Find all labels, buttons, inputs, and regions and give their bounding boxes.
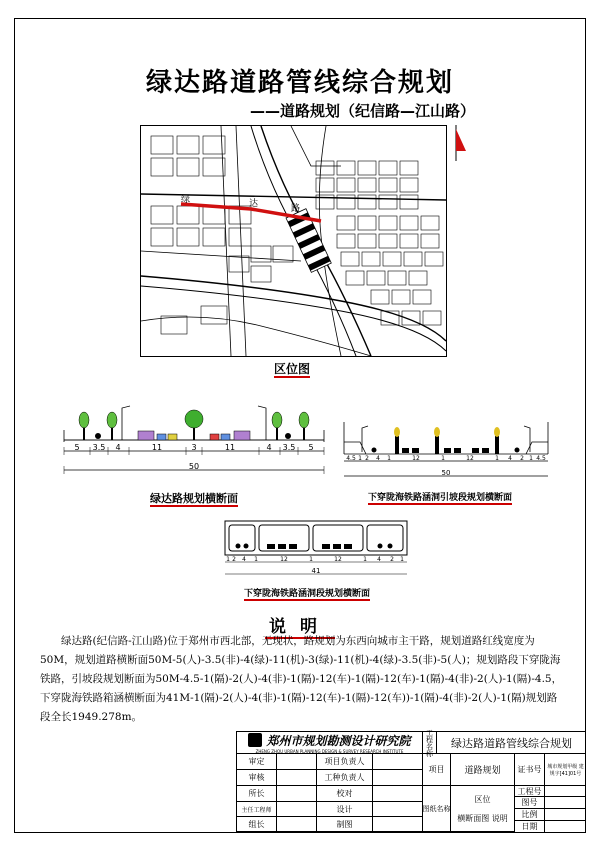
sign-box: [277, 786, 317, 802]
sign-role: 组长: [237, 817, 277, 832]
dim-label: 3: [191, 443, 197, 452]
cert-value: 城市规划甲级 建规字[41]01号: [545, 754, 586, 786]
sign-role: 审核: [237, 770, 277, 786]
dim-label: 4: [376, 455, 380, 462]
drawing-value: [451, 786, 515, 832]
dim-label: 12: [334, 556, 342, 563]
drawing-value-line: 区位: [474, 794, 491, 804]
page-subtitle: ——道路规划（纪信路—江山路）: [250, 102, 476, 120]
explanation-text: 绿达路(纪信路-江山路)位于郑州市西北部，无现状，路规划为东西向城市主干路，规划道路红线宽度为50M，规划道路横断面50M-5(人)-3.5(非)-4(绿)-11(机)-3(绿)-11(机)-4(绿)-3.5(非)-5(人)；规划路段下穿陇海铁路，引坡段规划断面为50M-4.5-1(隔)-2(人)-4(非)-1(隔)-12(车)-1(隔)-12(车)-1(隔)-4(非)-2(人)-1(隔)-4.5，下穿陇海铁路箱涵横断面为41M-1(隔)-2(人)-4(非)-1(隔)-12(车)-1(隔)-12(车))-1(隔)-4(非)-2(人)-1(隔)规划路段全长1949.278m。: [40, 635, 563, 723]
sign-box: [373, 802, 423, 817]
sign-box: [277, 802, 317, 817]
sign-box: [277, 754, 317, 770]
map-caption: 区位图: [274, 362, 311, 376]
dim-label: 1: [309, 556, 313, 563]
dim-label: 5: [74, 443, 80, 452]
dim-label: 12: [412, 455, 420, 462]
sign-box: [373, 770, 423, 786]
right-label: 图号: [515, 797, 545, 809]
dim-label: 4: [266, 443, 272, 452]
dim-label: 1: [441, 455, 445, 462]
dim-label: 5: [308, 443, 314, 452]
north-arrow-icon: [448, 125, 468, 161]
cert-label: 证书号: [515, 754, 545, 786]
sign-role: 制图: [317, 817, 373, 832]
explanation-heading: 说明: [0, 612, 600, 637]
right-label: 工程号: [515, 786, 545, 797]
cross-section-1: [60, 400, 328, 485]
dim-label: 11: [151, 443, 163, 452]
sign-box: [277, 817, 317, 832]
drawing-value-line: 横断面图 说明: [457, 813, 508, 823]
dim-total: 50: [188, 462, 200, 471]
drawing-label: 图纸名称: [423, 786, 451, 832]
dim-label: 1: [529, 455, 533, 462]
map-drawing: [141, 126, 446, 356]
item-label: 项目: [423, 754, 451, 786]
dim-label: 12: [466, 455, 474, 462]
dim-label: 1: [226, 556, 230, 563]
section-3-caption: 下穿陇海铁路涵洞段规划横断面: [244, 589, 371, 599]
road-label-char-1: 绿: [181, 195, 191, 205]
project-name: 绿达路道路管线综合规划: [437, 732, 586, 754]
institute-cell: [237, 732, 423, 754]
dim-total: 41: [311, 567, 321, 575]
right-label: 比例: [515, 809, 545, 821]
dim-label: 11: [224, 443, 236, 452]
sign-role: 审定: [237, 754, 277, 770]
right-label: 日期: [515, 821, 545, 832]
project-label: 工程名称: [423, 732, 437, 754]
sign-box: [277, 770, 317, 786]
section-1-caption: 绿达路规划横断面: [150, 492, 238, 505]
sign-role: 设计: [317, 802, 373, 817]
road-label-char-3: 路: [291, 204, 301, 214]
location-map: [140, 125, 447, 357]
dim-label: 1: [363, 556, 367, 563]
sign-role: 校对: [317, 786, 373, 802]
dim-label: 3.5: [92, 443, 106, 452]
dim-label: 4: [377, 556, 381, 563]
dim-label: 3.5: [282, 443, 296, 452]
dim-label: 4.5: [346, 455, 356, 462]
institute-name-en: ZHENG ZHOU URBAN PLANNING DESIGN & SURVEY RESEARCH INSTITUTE: [255, 748, 404, 754]
road-label-char-2: 达: [249, 199, 259, 209]
dim-label: 4: [508, 455, 512, 462]
right-value: [545, 809, 586, 821]
sign-box: [373, 817, 423, 832]
item-value: 道路规划: [451, 754, 515, 786]
dim-label: 1: [400, 556, 404, 563]
dim-label: 4: [115, 443, 121, 452]
sign-role: 项目负责人: [317, 754, 373, 770]
cross-section-3: [222, 518, 410, 582]
dim-label: 4: [242, 556, 246, 563]
sign-role: 所长: [237, 786, 277, 802]
institute-logo-icon: [248, 733, 262, 747]
right-value: [545, 797, 586, 809]
sign-box: [373, 754, 423, 770]
sign-role: 工种负责人: [317, 770, 373, 786]
institute-name: 郑州市规划勘测设计研究院: [266, 733, 411, 748]
dim-label: 2: [520, 455, 524, 462]
dim-label: 1: [387, 455, 391, 462]
dim-label: 2: [365, 455, 369, 462]
right-value: [545, 786, 586, 797]
dim-label: 2: [390, 556, 394, 563]
tree-icons: [79, 410, 309, 440]
cross-section-2: [340, 412, 552, 487]
title-block: [236, 728, 586, 833]
dim-label: 1: [254, 556, 258, 563]
dim-label: 4.5: [536, 455, 546, 462]
dim-label: 1: [495, 455, 499, 462]
dim-label: 1: [358, 455, 362, 462]
sign-role: 主任工程师: [237, 802, 277, 817]
section-2-caption: 下穿陇海铁路涵洞引坡段规划横断面: [368, 493, 513, 503]
right-value: [545, 821, 586, 832]
dim-label: 12: [280, 556, 288, 563]
page-title: 绿达路道路管线综合规划: [145, 68, 454, 98]
sign-box: [373, 786, 423, 802]
dim-total: 50: [441, 469, 451, 477]
dim-label: 2: [232, 556, 236, 563]
